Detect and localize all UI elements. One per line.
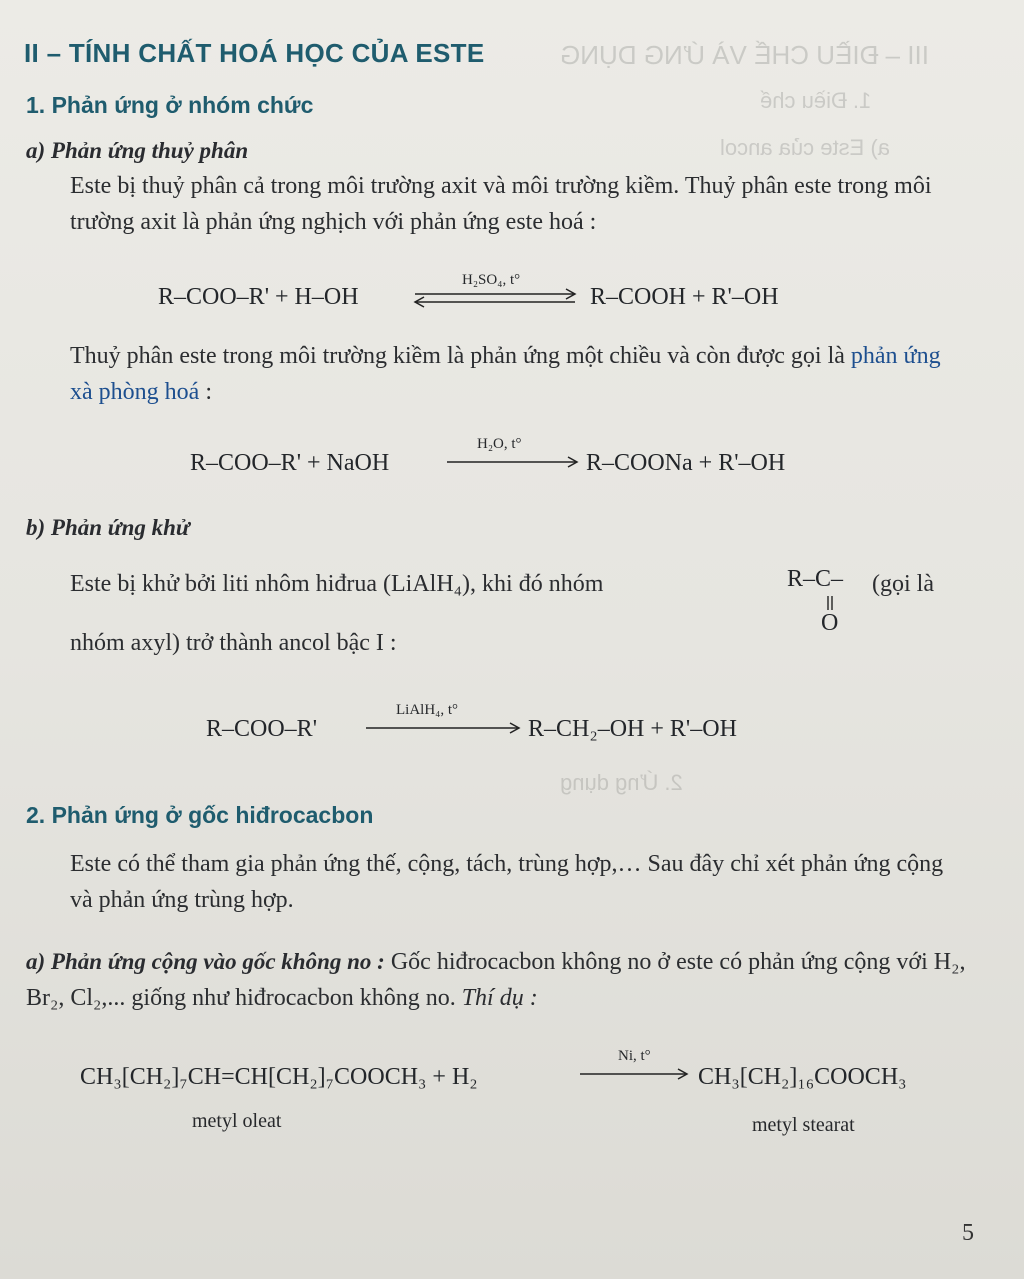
equation-3-condition: LiAlH₄, t° (396, 702, 459, 718)
equation-2-right: R–COONa + R'–OH (586, 450, 786, 476)
addition-text: Gốc hiđrocacbon không no ở este có phản ứng cộng với H₂, Br₂, Cl₂,... giống như hiđrocacbon không no. (26, 949, 966, 1011)
item-b-label: b) Phản ứng khử (26, 515, 190, 540)
section-title: II – TÍNH CHẤT HOÁ HỌC CỦA ESTE (24, 38, 485, 68)
equation-4-condition: Ni, t° (618, 1048, 651, 1064)
bleed-through-text: III – ĐIỀU CHẾ VÀ ỨNG DỤNG (560, 40, 929, 70)
equation-1-condition: H₂SO₄, t° (462, 272, 521, 288)
saponification-term: phản ứng xà phòng hoá (70, 343, 941, 405)
item-a-label: a) Phản ứng thuỷ phân (26, 138, 249, 163)
equation-3-left: R–COO–R' (206, 716, 318, 742)
equation-4-left: CH₃[CH₂]₇CH=CH[CH₂]₇COOCH₃ + H₂ (80, 1064, 478, 1090)
example-label: Thí dụ : (455, 985, 538, 1011)
equation-3-right: R–CH₂–OH + R'–OH (528, 716, 737, 742)
equation-1-left: R–COO–R' + H–OH (158, 284, 359, 310)
equation-4-right: CH₃[CH₂]₁₆COOCH₃ (698, 1064, 907, 1090)
subsection-heading-2: 2. Phản ứng ở gốc hiđrocacbon (26, 802, 374, 828)
equation-2-left: R–COO–R' + NaOH (190, 450, 390, 476)
paragraph-hydrocarbon-reactions: Este có thể tham gia phản ứng thế, cộng, tách, trùng hợp,… Sau đây chỉ xét phản ứng cộng và phản ứng trùng hợp. (70, 851, 944, 913)
bleed-through-text: a) Este của ancol (720, 135, 890, 160)
equation-1-right: R–COOH + R'–OH (590, 284, 779, 310)
paragraph-reduction-line2: nhóm axyl) trở thành ancol bậc I : (70, 630, 397, 656)
bleed-through-text: 2. Ứng dụng (560, 770, 683, 795)
acyl-group: R–C– (787, 566, 844, 592)
addition-label: a) Phản ứng cộng vào gốc không no : (26, 949, 385, 974)
compound-label-right: metyl stearat (752, 1114, 855, 1136)
carbonyl-oxygen: O (821, 610, 839, 636)
paragraph-reduction-line1-end: (gọi là (872, 571, 934, 597)
paragraph-saponification (70, 338, 955, 410)
page-number: 5 (962, 1220, 974, 1246)
subsection-heading-1: 1. Phản ứng ở nhóm chức (26, 92, 314, 118)
paragraph-hydrolysis-acid: Este bị thuỷ phân cả trong môi trường axit và môi trường kiềm. Thuỷ phân este trong môi trường axit là phản ứng nghịch với phản ứng este hoá : (70, 173, 932, 235)
bleed-through-text: 1. Điều chế (760, 88, 872, 113)
paragraph-addition (26, 944, 971, 1016)
compound-label-left: metyl oleat (192, 1110, 282, 1132)
equation-2-condition: H₂O, t° (477, 436, 522, 452)
saponification-text: Thuỷ phân este trong môi trường kiềm là phản ứng một chiều và còn được gọi là (70, 343, 851, 369)
paragraph-reduction-line1: Este bị khử bởi liti nhôm hiđrua (LiAlH₄), khi đó nhóm (70, 571, 604, 597)
saponification-text-end: : (199, 379, 212, 405)
